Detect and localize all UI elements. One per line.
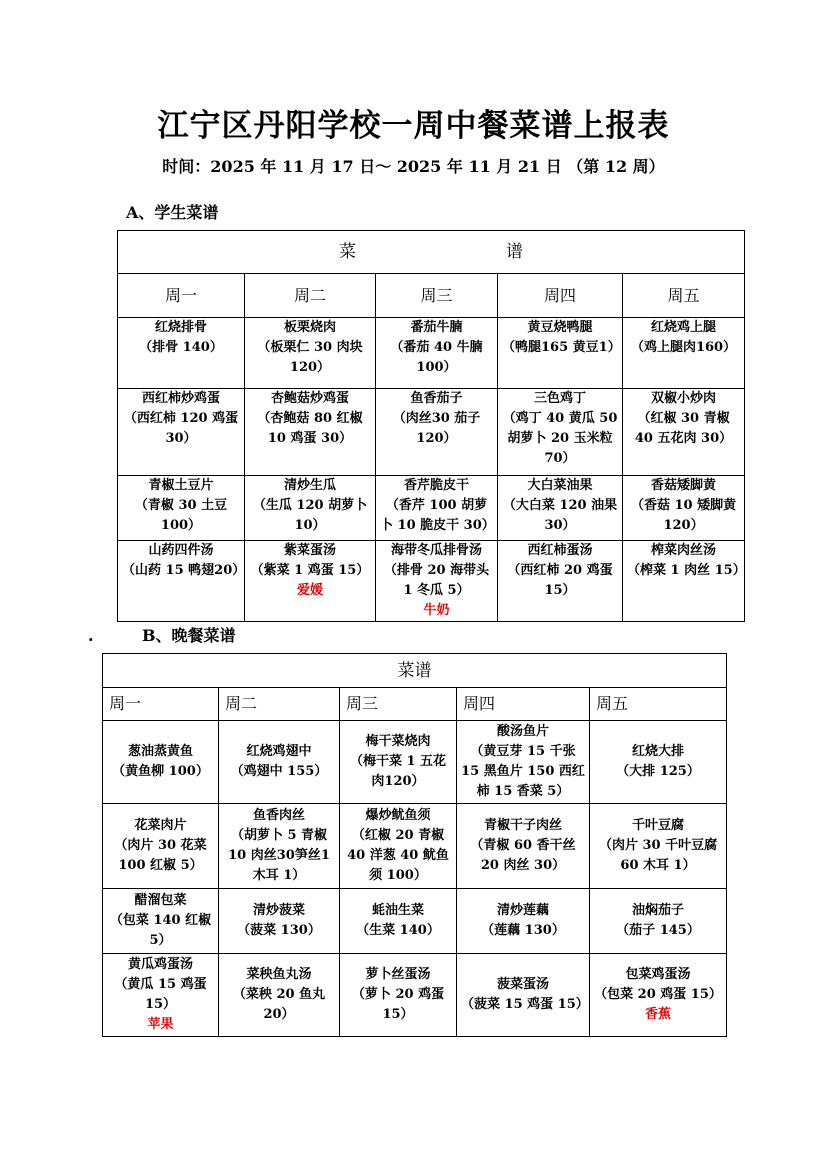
- dish-ingredients: （鸡丁 40 黄瓜 50 胡萝卜 20 玉米粒 70）: [502, 411, 618, 466]
- dish-name: 板栗烧肉: [283, 320, 336, 335]
- dish-name: 葱油蒸黄鱼: [127, 744, 193, 759]
- menu-cell: [457, 889, 590, 954]
- dish-ingredients: （鸡上腿肉160）: [630, 340, 737, 355]
- dish-name: 榨菜肉丝汤: [651, 543, 717, 558]
- menu-cell: [376, 476, 498, 541]
- fruit-extra: 苹果: [147, 1017, 174, 1032]
- dish-name: 番茄牛腩: [410, 320, 463, 335]
- dish-ingredients: （青椒 60 香干丝 20 肉丝 30）: [470, 838, 576, 873]
- day-header: 周一: [103, 688, 219, 721]
- menu-cell: [498, 389, 623, 476]
- dish-ingredients: （青椒 30 土豆 100）: [134, 498, 228, 533]
- dish-name: 清炒生瓜: [283, 478, 336, 493]
- date-range: 时间：2025 年 11 月 17 日～ 2025 年 11 月 21 日 （第 12 周）: [162, 157, 665, 176]
- dish-ingredients: （肉片 30 千叶豆腐 60 木耳 1）: [598, 838, 718, 873]
- menu-cell: [590, 889, 727, 954]
- dish-name: 海带冬瓜排骨汤: [390, 543, 482, 558]
- dish-ingredients: （板栗仁 30 肉块 120）: [257, 340, 363, 375]
- dish-name: 清炒菠菜: [252, 903, 305, 918]
- menu-cell: [457, 721, 590, 804]
- menu-cell: [498, 318, 623, 389]
- dish-name: 香菇矮脚黄: [651, 478, 717, 493]
- section-b-label: [88, 623, 236, 646]
- day-header: 周四: [457, 688, 590, 721]
- menu-cell: [623, 318, 745, 389]
- fruit-extra: 爱媛: [296, 583, 323, 598]
- dish-name: 西红柿蛋汤: [527, 543, 593, 558]
- dish-name: 青椒土豆片: [148, 478, 214, 493]
- dish-name: 红烧排骨: [154, 320, 207, 335]
- menu-cell: [376, 541, 498, 622]
- dish-ingredients: （黄豆芽 15 千张 15 黑鱼片 150 西红柿 15 香菜 5）: [461, 744, 585, 799]
- day-header: 周一: [118, 274, 245, 318]
- dish-name: 山药四件汤: [148, 543, 214, 558]
- dish-ingredients: （肉片 30 花菜 100 红椒 5）: [114, 838, 207, 873]
- dish-ingredients: （胡萝卜 5 青椒 10 肉丝30笋丝1 木耳 1）: [228, 828, 330, 883]
- dish-ingredients: （西红柿 20 鸡蛋 15）: [507, 563, 613, 598]
- menu-cell: [219, 954, 340, 1037]
- dish-name: 黄豆烧鸭腿: [527, 320, 593, 335]
- dish-name: 三色鸡丁: [533, 391, 586, 406]
- menu-cell: [340, 889, 457, 954]
- dish-name: 紫菜蛋汤: [283, 543, 336, 558]
- dish-name: 蚝油生菜: [371, 903, 424, 918]
- dish-name: 菜秧鱼丸汤: [246, 967, 312, 982]
- dish-name: 鱼香肉丝: [252, 808, 305, 823]
- dish-ingredients: （包菜 140 红椒 5）: [109, 913, 212, 948]
- dish-ingredients: （肉丝30 茄子 120）: [392, 411, 481, 446]
- menu-cell: [340, 721, 457, 804]
- section-b-title: B、晚餐菜谱: [142, 626, 236, 645]
- menu-cell: [245, 541, 376, 622]
- menu-cell: [245, 389, 376, 476]
- menu-cell: [623, 389, 745, 476]
- dish-name: 青椒干子肉丝: [483, 818, 562, 833]
- menu-header: [118, 231, 745, 274]
- page-title: 江宁区丹阳学校一周中餐菜谱上报表: [157, 108, 670, 144]
- dish-ingredients: （鸡翅中 155）: [230, 764, 328, 779]
- menu-cell: [376, 389, 498, 476]
- dish-ingredients: （红椒 20 青椒 40 洋葱 40 鱿鱼须 100）: [347, 828, 449, 883]
- menu-cell: [498, 476, 623, 541]
- dish-ingredients: （黄瓜 15 鸡蛋 15）: [114, 977, 207, 1012]
- menu-cell: [118, 541, 245, 622]
- dish-ingredients: （排骨 140）: [139, 340, 223, 355]
- dish-name: 大白菜油果: [527, 478, 593, 493]
- section-b-bullet: .: [88, 626, 94, 645]
- dish-ingredients: （梅干菜 1 五花肉120）: [349, 754, 447, 789]
- dish-ingredients: （包菜 20 鸡蛋 15）: [594, 987, 722, 1002]
- dinner-menu-table: [102, 653, 727, 1037]
- dish-ingredients: （菠菜 130）: [237, 923, 321, 938]
- menu-cell: [103, 721, 219, 804]
- menu-cell: [245, 318, 376, 389]
- dinner-menu-header: 菜谱: [103, 654, 727, 688]
- dish-ingredients: （黄鱼柳 100）: [112, 764, 209, 779]
- dish-name: 包菜鸡蛋汤: [625, 967, 691, 982]
- menu-cell: [118, 389, 245, 476]
- student-menu-table: [117, 230, 745, 622]
- menu-cell: [219, 889, 340, 954]
- menu-cell: [103, 954, 219, 1037]
- dish-ingredients: （生菜 140）: [356, 923, 440, 938]
- day-header: 周五: [590, 688, 727, 721]
- menu-cell: [623, 541, 745, 622]
- dish-ingredients: （生瓜 120 胡萝卜 10）: [252, 498, 368, 533]
- dish-ingredients: （排骨 20 海带头 1 冬瓜 5）: [383, 563, 490, 598]
- menu-cell: [590, 721, 727, 804]
- dish-ingredients: （菜秧 20 鱼丸 20）: [232, 987, 326, 1022]
- menu-cell: [623, 476, 745, 541]
- day-header: 周三: [340, 688, 457, 721]
- dish-name: 花菜肉片: [134, 818, 187, 833]
- dish-ingredients: （大排 125）: [616, 764, 700, 779]
- dish-name: 爆炒鱿鱼须: [365, 808, 431, 823]
- dish-ingredients: （莲藕 130）: [481, 923, 565, 938]
- dish-ingredients: （鸭腿165 黄豆1）: [502, 340, 621, 355]
- dish-ingredients: （山药 15 鸭翅20）: [122, 563, 246, 578]
- dish-name: 菠菜蛋汤: [496, 977, 549, 992]
- dish-name: 醋溜包菜: [134, 893, 187, 908]
- fruit-extra: 牛奶: [423, 603, 450, 618]
- dish-name: 油焖茄子: [632, 903, 685, 918]
- menu-cell: [103, 889, 219, 954]
- menu-header-right: 谱: [506, 242, 524, 262]
- dish-ingredients: （杏鲍菇 80 红椒 10 鸡蛋 30）: [257, 411, 363, 446]
- dish-name: 萝卜丝蛋汤: [365, 967, 431, 982]
- menu-cell: [245, 476, 376, 541]
- dish-name: 西红柿炒鸡蛋: [141, 391, 220, 406]
- dish-ingredients: （香芹 100 胡萝卜 10 脆皮干 30）: [380, 498, 495, 533]
- dish-ingredients: （榨菜 1 肉丝 15）: [627, 563, 746, 578]
- menu-cell: [219, 721, 340, 804]
- fruit-extra: 香蕉: [645, 1007, 672, 1022]
- dish-ingredients: （菠菜 15 鸡蛋 15）: [461, 997, 589, 1012]
- dish-name: 酸汤鱼片: [496, 724, 549, 739]
- day-header: 周二: [245, 274, 376, 318]
- dish-name: 清炒莲藕: [496, 903, 549, 918]
- dish-name: 红烧大排: [632, 744, 685, 759]
- dish-ingredients: （香菇 10 矮脚黄 120）: [630, 498, 737, 533]
- dish-name: 香芹脆皮干: [403, 478, 469, 493]
- dish-name: 双椒小炒肉: [651, 391, 717, 406]
- menu-cell: [118, 476, 245, 541]
- day-header: 周二: [219, 688, 340, 721]
- dish-ingredients: （大白菜 120 油果 30）: [502, 498, 618, 533]
- dish-ingredients: （番茄 40 牛腩 100）: [390, 340, 483, 375]
- menu-header-left: 菜: [339, 242, 357, 262]
- dish-ingredients: （西红柿 120 鸡蛋 30）: [123, 411, 239, 446]
- dish-ingredients: （萝卜 20 鸡蛋 15）: [351, 987, 445, 1022]
- dish-name: 千叶豆腐: [632, 818, 685, 833]
- menu-cell: [590, 954, 727, 1037]
- menu-cell: [457, 954, 590, 1037]
- day-header: 周四: [498, 274, 623, 318]
- day-header: 周三: [376, 274, 498, 318]
- menu-cell: [103, 804, 219, 889]
- section-a-label: A、学生菜谱: [126, 203, 219, 222]
- dish-name: 梅干菜烧肉: [365, 734, 431, 749]
- menu-cell: [590, 804, 727, 889]
- dish-name: 红烧鸡翅中: [246, 744, 312, 759]
- dish-name: 黄瓜鸡蛋汤: [127, 957, 193, 972]
- day-header: 周五: [623, 274, 745, 318]
- dish-ingredients: （茄子 145）: [616, 923, 700, 938]
- dish-name: 红烧鸡上腿: [651, 320, 717, 335]
- menu-cell: [340, 804, 457, 889]
- menu-cell: [376, 318, 498, 389]
- menu-cell: [219, 804, 340, 889]
- dish-name: 杏鲍菇炒鸡蛋: [270, 391, 349, 406]
- dish-name: 鱼香茄子: [410, 391, 463, 406]
- menu-cell: [118, 318, 245, 389]
- menu-cell: [498, 541, 623, 622]
- menu-cell: [457, 804, 590, 889]
- dish-ingredients: （紫菜 1 鸡蛋 15）: [250, 563, 370, 578]
- dish-ingredients: （红椒 30 青椒 40 五花肉 30）: [634, 411, 733, 446]
- menu-cell: [340, 954, 457, 1037]
